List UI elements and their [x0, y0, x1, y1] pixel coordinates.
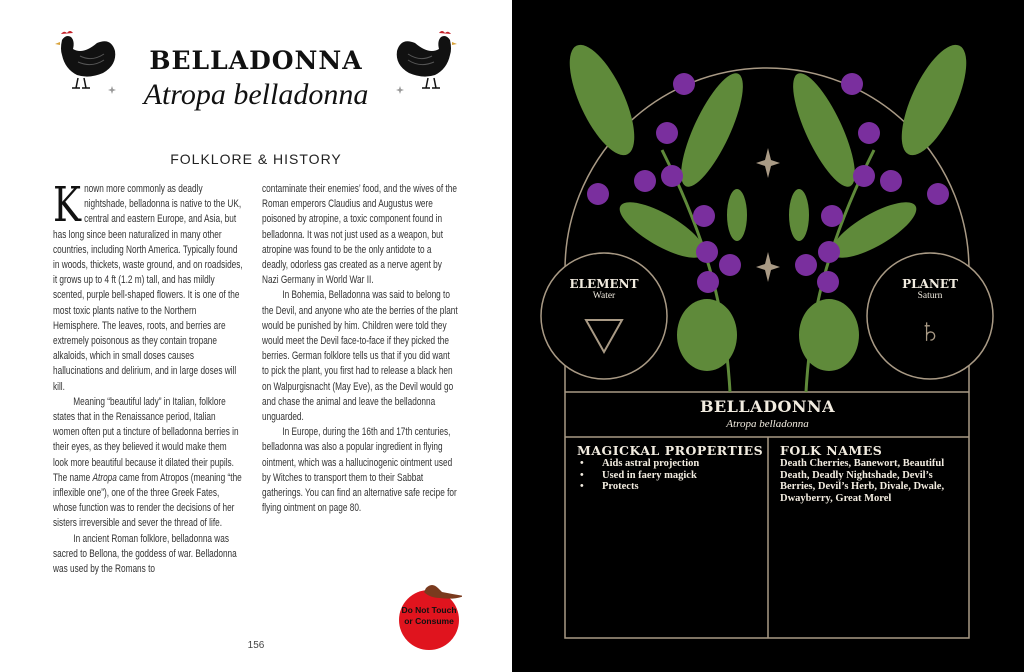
section-heading: FOLKLORE & HISTORY — [170, 151, 342, 167]
page-title: BELLADONNA — [149, 46, 363, 75]
list-item: • Protects — [580, 481, 699, 493]
element-label — [549, 277, 659, 301]
folk-names-heading: FOLK NAMES — [780, 443, 883, 458]
element-value: Water — [592, 291, 616, 301]
paragraph: contaminate their enemies’ food, and the wives of the Roman emperors Claudius and Augustus were poisoned by atropine, a toxic component found in belladonna. It was not just used as a weapon, but atropine was found to be the only antidote to a deadly, odorless gas created as a nerve agent by Nazi Germany in World War II. — [262, 183, 457, 287]
text-column-2 — [262, 182, 458, 516]
magickal-properties-list — [580, 458, 699, 493]
paragraph — [53, 177, 243, 395]
paragraph-text: came from Atropos (meaning “the inflexible one”), one of the three Greek Fates, whose function was to render the decisions of her sisters irreversible and sever the thread of life. — [53, 471, 242, 530]
list-item: • Aids astral projection — [580, 458, 699, 470]
paragraph: In Europe, during the 16th and 17th centuries, belladonna was also a popular ingredient in flying ointment, which was a hallucinogenic ointment used by Witches to transport them to their Sabbat gatherings. You can find an alternative safe recipe for flying ointment on page 80. — [262, 426, 457, 515]
black-hen-icon — [52, 26, 118, 98]
saturn-symbol-icon: ♄ — [917, 312, 943, 350]
card-latin-name: Atropa belladonna — [726, 418, 809, 430]
paragraph: In ancient Roman folklore, belladonna was sacred to Bellona, the goddess of war. Belladonna was used by the Romans to — [53, 532, 237, 576]
paragraph — [53, 395, 243, 532]
planet-title: PLANET — [902, 277, 958, 291]
drop-cap: K — [53, 177, 81, 233]
list-item: • Used in faery magick — [580, 470, 699, 482]
magickal-properties-heading: MAGICKAL PROPERTIES — [577, 443, 764, 458]
paragraph: In Bohemia, Belladonna was said to belong to the Devil, and anyone who ate the berries of the plant would be punished by him. Children were told they would meet the Devil face-to-face if they picked the berries. German folklore tells us that if you did want to pick the plant, you first had to release a black hen on Walpurgisnacht (May Eve), as the Devil would go and chase the animal and leave the belladonna unguarded. — [262, 289, 458, 424]
text-column-1 — [53, 177, 243, 577]
card-title: BELLADONNA — [699, 397, 836, 416]
italic-term: Atropa — [92, 471, 117, 484]
element-title: ELEMENT — [569, 277, 639, 291]
page-number: 156 — [247, 640, 265, 651]
sparkle-icon — [756, 148, 780, 282]
element-circle — [541, 253, 667, 379]
paragraph-text: nown more commonly as deadly nightshade, belladonna is native to the UK, central and eastern Europe, and Asia, but has long since been naturalized in many other countries, including North America. Typically found in woods, thickets, waste ground, and on roadsides, it grows up to 4 ft (1.2 m) tall, and has mildly scented, purple bell-shaped flowers. It is one of the most toxic plants native to the Northern Hemisphere. The leaves, roots, and berries are extremely poisonous as they contain tropane alkaloids, which in small doses causes hallucinations and delirium, and in large doses will kill. — [53, 183, 243, 393]
planet-label — [875, 277, 985, 301]
planet-value: Saturn — [917, 291, 943, 301]
right-page — [512, 0, 1024, 672]
paragraph-text: Meaning “beautiful lady” in Italian, folklore states that in the Renaissance period, Italian women often put a tincture of belladonna berries in their eyes, as they believed it would make them look more beautiful because it dilated their pupils. The name — [53, 395, 239, 484]
latin-name: Atropa belladonna — [143, 78, 369, 111]
black-hen-icon — [394, 26, 460, 98]
folk-names-text: Death Cherries, Banewort, Beautiful Death, Deadly Nightshade, Devil’s Berries, Devil’s Herb, Divale, Dwale, Dwayberry, Great Morel — [780, 458, 945, 504]
warning-badge-text: Do Not Touch or Consume — [401, 605, 457, 626]
